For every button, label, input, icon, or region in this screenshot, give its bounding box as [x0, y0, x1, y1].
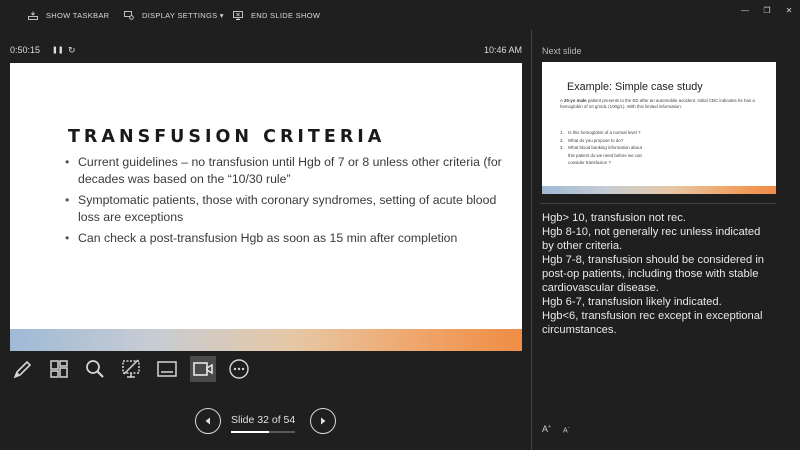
zoom-icon[interactable]	[82, 356, 108, 382]
elapsed-timer: 0:50:15	[10, 45, 41, 55]
see-all-slides-icon[interactable]	[46, 356, 72, 382]
note-line: Hgb 7-8, transfusion should be considered in post-op patients, including those with stable cardiovascular disease.	[542, 254, 765, 294]
question-number: 3.	[560, 145, 564, 151]
close-button[interactable]: ✕	[785, 5, 793, 15]
decrease-font-label: A	[562, 427, 568, 434]
note-line: Hgb 6-7, transfusion likely indicated.	[542, 296, 722, 308]
slide-progress-fill	[231, 431, 269, 433]
next-slide-preview[interactable]	[542, 62, 776, 194]
minimize-button[interactable]: —	[741, 5, 749, 15]
end-slide-show-label: END SLIDE SHOW	[251, 11, 321, 20]
notes-font-controls	[542, 424, 569, 434]
current-time: 10:46 AM	[483, 45, 522, 55]
end-slide-show-button[interactable]	[233, 11, 320, 20]
next-slide-body-rest: patient presents to the ED after an automobile accident. Initial CBC indicates he has a hemoglobin of 10 gm/dL (100g/L). With this limited information:	[560, 98, 755, 109]
black-screen-icon[interactable]	[118, 356, 144, 382]
next-slide-question-continued: consider transfusion ?	[568, 160, 611, 166]
more-icon[interactable]	[226, 356, 252, 382]
notes-scrollbar[interactable]	[784, 30, 790, 450]
next-slide-question	[560, 129, 760, 137]
next-slide-header: Next slide	[542, 46, 582, 56]
notes-divider[interactable]	[540, 203, 776, 204]
slide-decorative-band	[10, 329, 522, 351]
reset-timer-button[interactable]: ↻	[68, 45, 76, 55]
subtitles-icon[interactable]	[154, 356, 180, 382]
show-taskbar-label: SHOW TASKBAR	[46, 11, 110, 20]
current-slide[interactable]	[10, 63, 522, 351]
previous-slide-button[interactable]	[195, 408, 221, 434]
note-line: Hgb 8-10, not generally rec unless indicated by other criteria.	[542, 226, 761, 252]
slide-bullet: • Can check a post-transfusion Hgb as soon as 15 min after completion	[65, 230, 505, 247]
question-text: Is this hemoglobin of a normal level ?	[568, 130, 641, 135]
slide-bullet: • Current guidelines – no transfusion until Hgb of 7 or 8 unless other criteria (for decades was based on the “10/30 rule”	[65, 154, 505, 187]
next-slide-body	[560, 98, 765, 110]
restore-button[interactable]: ❐	[763, 5, 771, 15]
presenter-toolbar	[0, 0, 800, 32]
pane-divider[interactable]	[531, 30, 532, 450]
question-number: 2.	[560, 137, 564, 143]
question-text: What blood banking information about	[568, 145, 642, 151]
presenter-tools	[10, 356, 252, 382]
taskbar-icon	[28, 11, 38, 20]
next-slide-question-continued: this patient do we need before we can	[568, 152, 642, 158]
window-controls	[734, 4, 800, 16]
next-slide-decorative-band	[542, 186, 776, 194]
triangle-right-icon	[318, 416, 328, 426]
note-line: Hgb> 10, transfusion not rec.	[542, 212, 686, 224]
slide-bullets	[65, 154, 505, 252]
next-slide-body-prefix: A	[560, 98, 564, 103]
triangle-left-icon	[203, 416, 213, 426]
pause-timer-button[interactable]: ❚❚	[52, 47, 64, 54]
next-slide-button[interactable]	[310, 408, 336, 434]
slide-counter[interactable]: Slide 32 of 54	[231, 414, 296, 426]
next-slide-question	[560, 144, 760, 152]
camera-icon[interactable]	[190, 356, 216, 382]
slide-progress-bar	[231, 431, 295, 433]
timer-row	[10, 45, 522, 59]
show-taskbar-button[interactable]	[28, 11, 109, 20]
question-text: What do you propose to do?	[568, 137, 624, 143]
question-number: 1.	[560, 130, 564, 135]
increase-font-button[interactable]: A+	[542, 424, 551, 434]
display-settings-label: DISPLAY SETTINGS ▾	[142, 11, 224, 20]
slide-title: TRANSFUSION CRITERIA	[68, 127, 386, 147]
speaker-notes[interactable]	[542, 211, 774, 337]
display-settings-icon	[124, 11, 134, 20]
next-slide-title: Example: Simple case study	[567, 81, 703, 93]
display-settings-button[interactable]	[124, 11, 224, 20]
pen-icon[interactable]	[10, 356, 36, 382]
note-line: Hgb<6, transfusion rec except in exceptional circumstances.	[542, 310, 763, 336]
next-slide-body-bold: 25-yo male	[563, 98, 587, 103]
slide-bullet: • Symptomatic patients, those with coronary syndromes, setting of acute blood loss are exceptions	[65, 192, 505, 225]
next-slide-question	[560, 137, 760, 145]
slide-navigation	[195, 408, 340, 434]
decrease-font-button[interactable]: A-	[562, 424, 570, 434]
next-slide-questions	[560, 129, 760, 167]
end-show-icon	[233, 11, 243, 20]
increase-font-label: A	[542, 424, 549, 434]
